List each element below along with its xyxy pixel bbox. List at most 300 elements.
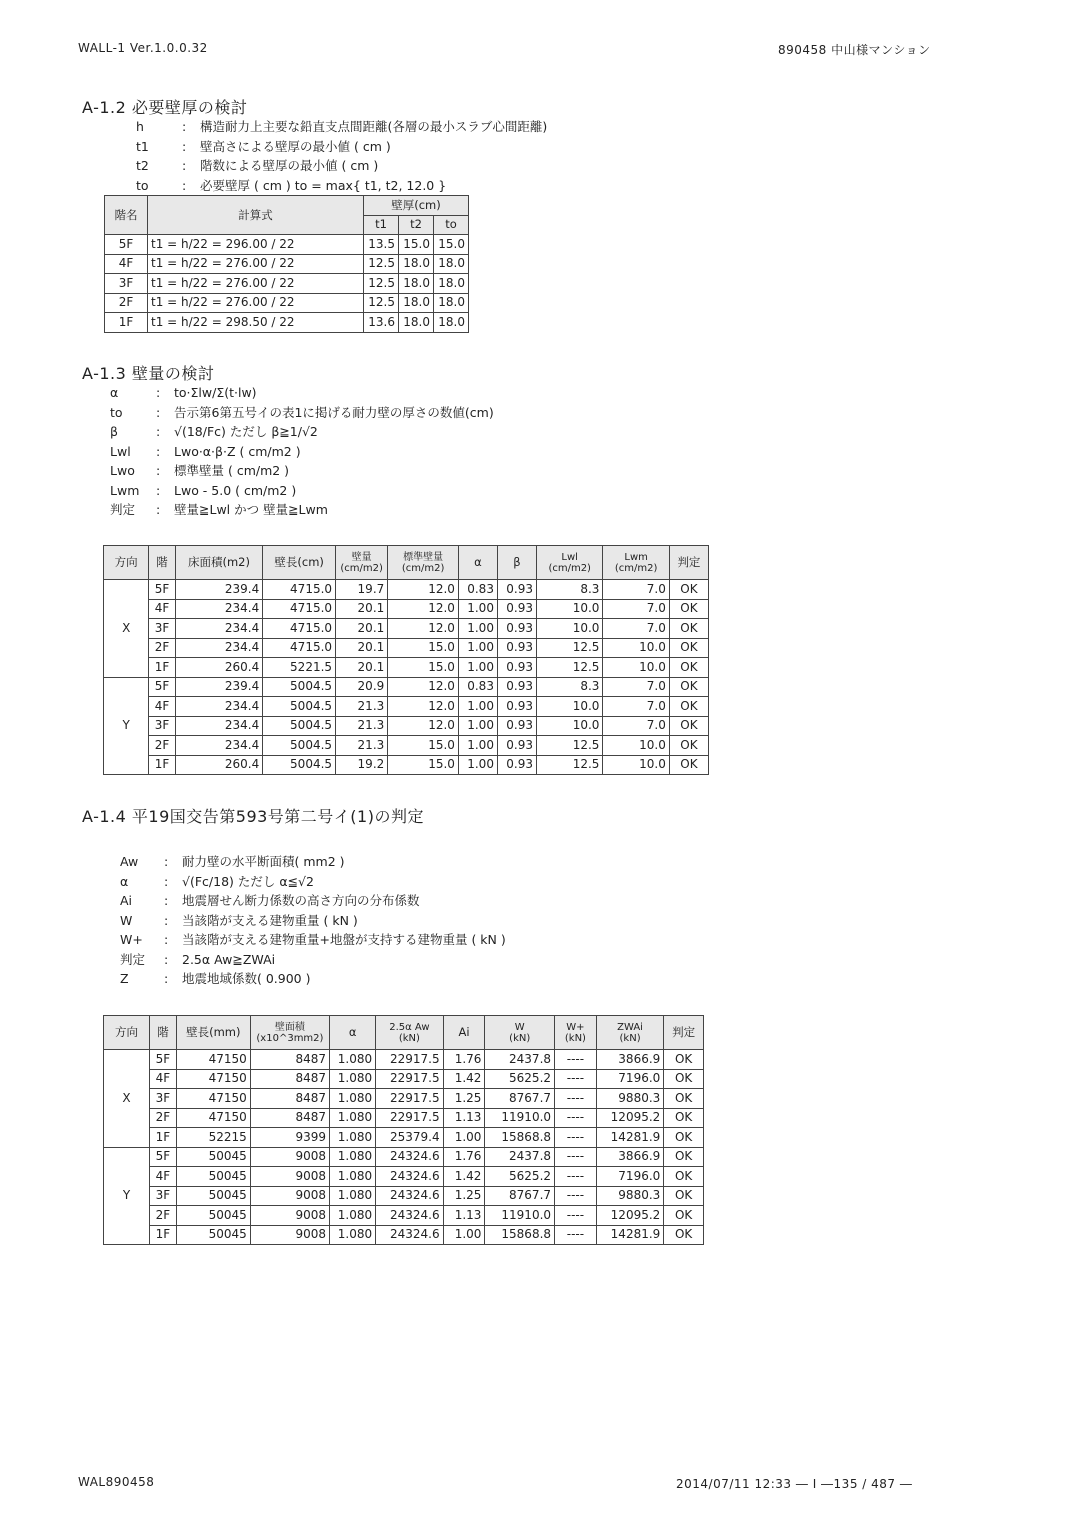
header-unit: (cm/m2) [548, 562, 591, 574]
cell-judge: OK [664, 1128, 704, 1148]
cell-lwl: 8.3 [536, 677, 602, 697]
cell-judge: OK [664, 1050, 704, 1070]
cell-formula: t1 = h/22 = 298.50 / 22 [148, 313, 364, 333]
table-row [105, 235, 469, 255]
cell-beta: 0.93 [497, 619, 536, 639]
cell-floor-area: 260.4 [175, 658, 263, 678]
cell-wall-length: 5004.5 [263, 697, 336, 717]
cell-to: 15.0 [434, 235, 469, 255]
cell-floor: 4F [105, 254, 148, 274]
cell-floor: 1F [150, 1225, 177, 1245]
header-unit: (kN) [509, 1032, 531, 1044]
cell-wall-length: 47150 [176, 1069, 250, 1089]
table-row [104, 755, 709, 775]
cell-wall-length: 47150 [176, 1089, 250, 1109]
cell-t1: 12.5 [364, 274, 399, 294]
cell-beta: 0.93 [497, 580, 536, 600]
cell-w: 5625.2 [485, 1069, 555, 1089]
cell-wall-length: 4715.0 [263, 638, 336, 658]
header-line: 標準壁量 [403, 551, 444, 563]
cell-floor: 4F [149, 599, 175, 619]
header-line: W+ [566, 1021, 585, 1033]
cell-wall-quantity: 20.9 [336, 677, 388, 697]
cell-wall-area: 9399 [250, 1128, 329, 1148]
table-row [104, 658, 709, 678]
cell-beta: 0.93 [497, 697, 536, 717]
col-header-floor: 階 [150, 1016, 177, 1050]
section-title-notification-check: A-1.4 平19国交告第593号第二号イ(1)の判定 [82, 807, 424, 826]
def-symbol: 判定 [110, 502, 136, 517]
cell-floor: 4F [150, 1069, 177, 1089]
cell-ai: 1.00 [443, 1225, 485, 1245]
cell-beta: 0.93 [497, 677, 536, 697]
cell-alpha: 1.00 [458, 736, 497, 756]
cell-judge: OK [664, 1206, 704, 1226]
col-header-t2: t2 [399, 215, 434, 235]
def-description: Lwo - 5.0 ( cm/m2 ) [174, 482, 297, 498]
table-row [105, 254, 469, 274]
cell-standard-quantity: 12.0 [388, 697, 459, 717]
header-version: WALL-1 Ver.1.0.0.32 [78, 41, 208, 55]
def-symbol: W+ [120, 932, 143, 947]
cell-lwm: 10.0 [603, 638, 669, 658]
header-unit: (cm/m2) [340, 562, 383, 574]
cell-w-plus: ---- [555, 1147, 597, 1167]
table-body [105, 235, 469, 333]
cell-judge: OK [669, 580, 708, 600]
cell-formula: t1 = h/22 = 276.00 / 22 [148, 254, 364, 274]
cell-ai: 1.76 [443, 1050, 485, 1070]
def-symbol: α [120, 873, 129, 889]
cell-w: 8767.7 [485, 1089, 555, 1109]
header-unit: (cm/m2) [614, 562, 658, 574]
col-header-aw [376, 1016, 443, 1050]
cell-beta: 0.93 [497, 599, 536, 619]
cell-wall-length: 50045 [176, 1167, 250, 1187]
cell-beta: 0.93 [497, 755, 536, 775]
col-header-ai: Ai [443, 1016, 485, 1050]
cell-standard-quantity: 15.0 [388, 736, 459, 756]
cell-zwai: 7196.0 [596, 1069, 663, 1089]
cell-floor: 1F [149, 658, 175, 678]
cell-ai: 1.00 [443, 1128, 485, 1148]
col-header-floor: 階 [149, 546, 175, 580]
cell-w-plus: ---- [555, 1186, 597, 1206]
header-line: Lwm [624, 551, 648, 563]
cell-lwl: 10.0 [536, 716, 602, 736]
cell-alpha: 1.080 [330, 1206, 376, 1226]
cell-aw: 24324.6 [376, 1225, 443, 1245]
cell-zwai: 3866.9 [596, 1050, 663, 1070]
cell-w: 15868.8 [485, 1225, 555, 1245]
cell-floor: 2F [150, 1108, 177, 1128]
cell-floor: 3F [105, 274, 148, 294]
col-header-beta: β [497, 546, 536, 580]
cell-lwl: 8.3 [536, 580, 602, 600]
def-symbol: α [110, 385, 119, 400]
def-symbol: W [120, 912, 133, 928]
cell-w: 5625.2 [485, 1167, 555, 1187]
cell-lwl: 12.5 [536, 638, 602, 658]
table-body [104, 1050, 704, 1245]
col-header-w-plus [555, 1016, 597, 1050]
header-unit: (kN) [398, 1032, 420, 1044]
cell-wall-quantity: 20.1 [336, 599, 388, 619]
cell-alpha: 1.00 [458, 658, 497, 678]
table-row [104, 599, 709, 619]
definitions-notification-check: Aw : 耐力壁の水平断面積( mm2 ) α : √(Fc/18) ただし α≦√2 Ai : 地震層せん断力係数の高さ方向の分布係数 W : 当該階が支える建物重量 ( kN ) W+ : 当該階が支える建物重量+地盤が支持する建物重量 ( kN ) 判定 : 2.5α Aw≧ZWAi Z : 地震地域係数( 0.900 ) [120, 852, 506, 989]
cell-alpha: 1.080 [330, 1050, 376, 1070]
cell-wall-length: 47150 [176, 1108, 250, 1128]
table-body [104, 580, 709, 775]
def-symbol: Aw [120, 854, 139, 869]
cell-wall-length: 5004.5 [263, 755, 336, 775]
def-description: 2.5α Aw≧ZWAi [182, 951, 276, 967]
cell-aw: 22917.5 [376, 1069, 443, 1089]
cell-floor: 2F [149, 736, 175, 756]
def-description: 当該階が支える建物重量 ( kN ) [182, 912, 358, 928]
cell-alpha: 1.00 [458, 638, 497, 658]
col-header-direction: 方向 [104, 546, 149, 580]
cell-alpha: 1.080 [330, 1186, 376, 1206]
cell-aw: 22917.5 [376, 1089, 443, 1109]
cell-floor: 3F [149, 619, 175, 639]
cell-floor: 5F [105, 235, 148, 255]
cell-lwm: 7.0 [603, 599, 669, 619]
cell-t2: 18.0 [399, 293, 434, 313]
cell-alpha: 1.080 [330, 1089, 376, 1109]
def-description: √(18/Fc) ただし β≧1/√2 [174, 424, 318, 439]
cell-lwm: 7.0 [603, 619, 669, 639]
definitions-wall-quantity: α : to·Σlw/Σ(t·lw) to : 告示第6第五号イの表1に掲げる耐力壁の厚さの数値(cm) β : √(18/Fc) ただし β≧1/√2 Lwl : Lwo·α·β·Z ( cm/m2 ) Lwo : 標準壁量 ( cm/m2 ) Lwm : Lwo - 5.0 ( cm/m2 ) 判定 : 壁量≧Lwl かつ 壁量≧Lwm [110, 383, 494, 520]
def-symbol: Lwl [110, 443, 131, 459]
definitions-wall-thickness: h : 構造耐力上主要な鉛直支点間距離(各層の最小スラブ心間距離) t1 : 壁高さによる壁厚の最小値 ( cm ) t2 : 階数による壁厚の最小値 ( cm ) to : 必要壁厚 ( cm ) to = max{ t1, t2, 12.0 } [136, 117, 547, 195]
cell-judge: OK [669, 638, 708, 658]
cell-floor: 1F [150, 1128, 177, 1148]
cell-formula: t1 = h/22 = 276.00 / 22 [148, 293, 364, 313]
cell-lwm: 7.0 [603, 716, 669, 736]
cell-floor-area: 239.4 [175, 580, 263, 600]
cell-aw: 24324.6 [376, 1206, 443, 1226]
cell-standard-quantity: 15.0 [388, 658, 459, 678]
cell-lwm: 7.0 [603, 697, 669, 717]
header-line: 壁量 [351, 551, 372, 563]
table-row [104, 1167, 704, 1187]
cell-direction: Y [104, 1147, 150, 1245]
cell-floor-area: 234.4 [175, 638, 263, 658]
cell-standard-quantity: 15.0 [388, 638, 459, 658]
def-description: 壁高さによる壁厚の最小値 ( cm ) [200, 138, 391, 154]
col-header-wall-length: 壁長(mm) [176, 1016, 250, 1050]
def-description: √(Fc/18) ただし α≦√2 [182, 873, 314, 889]
header-unit: (x10^3mm2) [256, 1032, 324, 1044]
def-description: 告示第6第五号イの表1に掲げる耐力壁の厚さの数値(cm) [174, 404, 494, 420]
cell-lwm: 7.0 [603, 580, 669, 600]
def-symbol: t2 [136, 158, 149, 173]
def-description: 地震地域係数( 0.900 ) [182, 971, 311, 986]
cell-ai: 1.25 [443, 1186, 485, 1206]
cell-t2: 18.0 [399, 313, 434, 333]
cell-standard-quantity: 12.0 [388, 677, 459, 697]
col-header-wall-area [250, 1016, 329, 1050]
cell-ai: 1.13 [443, 1206, 485, 1226]
cell-aw: 22917.5 [376, 1108, 443, 1128]
def-symbol: 判定 [120, 951, 146, 967]
cell-judge: OK [664, 1108, 704, 1128]
cell-floor: 4F [149, 697, 175, 717]
cell-to: 18.0 [434, 293, 469, 313]
def-description: 標準壁量 ( cm/m2 ) [174, 463, 290, 478]
table-row [104, 1050, 704, 1070]
cell-zwai: 7196.0 [596, 1167, 663, 1187]
cell-ai: 1.13 [443, 1108, 485, 1128]
cell-wall-area: 9008 [250, 1206, 329, 1226]
col-header-alpha: α [330, 1016, 376, 1050]
cell-standard-quantity: 12.0 [388, 580, 459, 600]
cell-lwl: 10.0 [536, 599, 602, 619]
table-row [104, 697, 709, 717]
cell-lwm: 10.0 [603, 755, 669, 775]
def-description: 壁量≧Lwl かつ 壁量≧Lwm [174, 502, 328, 517]
def-symbol: Lwm [110, 482, 140, 498]
def-symbol: to [110, 404, 123, 420]
cell-wall-quantity: 21.3 [336, 697, 388, 717]
cell-alpha: 1.080 [330, 1147, 376, 1167]
cell-judge: OK [664, 1167, 704, 1187]
def-symbol: Ai [120, 893, 133, 908]
cell-wall-length: 4715.0 [263, 580, 336, 600]
cell-direction: Y [104, 677, 149, 775]
cell-wall-length: 5004.5 [263, 716, 336, 736]
cell-wall-area: 8487 [250, 1089, 329, 1109]
table-row [104, 1128, 704, 1148]
cell-wall-length: 5004.5 [263, 736, 336, 756]
cell-ai: 1.42 [443, 1167, 485, 1187]
cell-alpha: 1.00 [458, 599, 497, 619]
cell-ai: 1.42 [443, 1069, 485, 1089]
table-wall-thickness [104, 195, 469, 333]
def-symbol: β [110, 424, 118, 439]
col-header-lwl [536, 546, 602, 580]
cell-judge: OK [669, 677, 708, 697]
table-row [104, 1108, 704, 1128]
table-row [104, 677, 709, 697]
cell-wall-area: 8487 [250, 1108, 329, 1128]
col-header-judge: 判定 [664, 1016, 704, 1050]
cell-alpha: 1.00 [458, 619, 497, 639]
table-row [104, 1069, 704, 1089]
col-header-floor: 階名 [105, 196, 148, 235]
cell-aw: 24324.6 [376, 1186, 443, 1206]
cell-t2: 18.0 [399, 254, 434, 274]
cell-formula: t1 = h/22 = 296.00 / 22 [148, 235, 364, 255]
cell-floor: 3F [150, 1186, 177, 1206]
def-description: Lwo·α·β·Z ( cm/m2 ) [174, 443, 301, 459]
header-project: 890458 中山様マンション [778, 43, 931, 57]
table-row [104, 736, 709, 756]
cell-w-plus: ---- [555, 1167, 597, 1187]
col-header-floor-area: 床面積(m2) [175, 546, 263, 580]
cell-judge: OK [664, 1225, 704, 1245]
cell-ai: 1.76 [443, 1147, 485, 1167]
col-header-wall-length: 壁長(cm) [263, 546, 336, 580]
cell-wall-area: 9008 [250, 1167, 329, 1187]
cell-lwm: 10.0 [603, 736, 669, 756]
cell-lwm: 7.0 [603, 677, 669, 697]
cell-to: 18.0 [434, 274, 469, 294]
cell-t1: 12.5 [364, 254, 399, 274]
cell-floor: 1F [149, 755, 175, 775]
table-row [104, 1186, 704, 1206]
cell-w: 2437.8 [485, 1147, 555, 1167]
table-row [104, 1089, 704, 1109]
cell-wall-length: 50045 [176, 1225, 250, 1245]
def-symbol: t1 [136, 138, 149, 154]
cell-lwl: 12.5 [536, 736, 602, 756]
cell-beta: 0.93 [497, 658, 536, 678]
cell-wall-quantity: 19.2 [336, 755, 388, 775]
cell-zwai: 12095.2 [596, 1206, 663, 1226]
cell-alpha: 1.080 [330, 1128, 376, 1148]
cell-wall-quantity: 21.3 [336, 716, 388, 736]
col-header-t1: t1 [364, 215, 399, 235]
cell-zwai: 12095.2 [596, 1108, 663, 1128]
cell-floor-area: 260.4 [175, 755, 263, 775]
cell-w: 8767.7 [485, 1186, 555, 1206]
cell-wall-length: 5221.5 [263, 658, 336, 678]
cell-standard-quantity: 12.0 [388, 619, 459, 639]
cell-floor-area: 234.4 [175, 697, 263, 717]
header-unit: (cm/m2) [401, 562, 445, 574]
table-row [105, 274, 469, 294]
col-header-formula: 計算式 [148, 196, 364, 235]
cell-floor: 2F [149, 638, 175, 658]
cell-wall-length: 5004.5 [263, 677, 336, 697]
cell-aw: 22917.5 [376, 1050, 443, 1070]
table-notification-check [103, 1015, 704, 1245]
header-line: 2.5α Aw [389, 1021, 430, 1033]
cell-aw: 25379.4 [376, 1128, 443, 1148]
table-row [104, 638, 709, 658]
cell-aw: 24324.6 [376, 1167, 443, 1187]
col-header-direction: 方向 [104, 1016, 150, 1050]
cell-floor: 3F [150, 1089, 177, 1109]
cell-w-plus: ---- [555, 1050, 597, 1070]
table-row [104, 580, 709, 600]
cell-wall-length: 47150 [176, 1050, 250, 1070]
cell-wall-length: 50045 [176, 1186, 250, 1206]
cell-standard-quantity: 12.0 [388, 599, 459, 619]
col-header-standard-quantity [388, 546, 459, 580]
cell-wall-area: 8487 [250, 1050, 329, 1070]
cell-floor: 3F [149, 716, 175, 736]
cell-formula: t1 = h/22 = 276.00 / 22 [148, 274, 364, 294]
header-line: 壁面積 [274, 1021, 305, 1033]
cell-w-plus: ---- [555, 1128, 597, 1148]
col-header-wall-quantity [336, 546, 388, 580]
cell-w: 2437.8 [485, 1050, 555, 1070]
cell-wall-quantity: 20.1 [336, 638, 388, 658]
cell-to: 18.0 [434, 313, 469, 333]
footer-document-id: WAL890458 [78, 1475, 155, 1489]
cell-judge: OK [669, 658, 708, 678]
cell-zwai: 9880.3 [596, 1186, 663, 1206]
cell-floor: 5F [149, 580, 175, 600]
def-symbol: Z [120, 971, 129, 986]
header-line: W [514, 1021, 525, 1033]
cell-judge: OK [669, 599, 708, 619]
footer-date-page: 2014/07/11 12:33 ― I ―135 / 487 ― [676, 1477, 913, 1491]
col-header-to: to [434, 215, 469, 235]
cell-judge: OK [664, 1089, 704, 1109]
cell-lwl: 10.0 [536, 697, 602, 717]
def-symbol: Lwo [110, 463, 135, 478]
cell-standard-quantity: 12.0 [388, 716, 459, 736]
cell-lwl: 10.0 [536, 619, 602, 639]
cell-w-plus: ---- [555, 1206, 597, 1226]
def-description: 必要壁厚 ( cm ) to = max{ t1, t2, 12.0 } [200, 177, 447, 193]
col-header-judge: 判定 [669, 546, 708, 580]
table-row [104, 619, 709, 639]
cell-alpha: 1.00 [458, 697, 497, 717]
cell-wall-area: 9008 [250, 1225, 329, 1245]
cell-alpha: 0.83 [458, 580, 497, 600]
cell-floor: 2F [150, 1206, 177, 1226]
col-header-thickness: 壁厚(cm) [364, 196, 469, 216]
cell-zwai: 9880.3 [596, 1089, 663, 1109]
cell-wall-quantity: 20.1 [336, 619, 388, 639]
def-description: 構造耐力上主要な鉛直支点間距離(各層の最小スラブ心間距離) [200, 119, 548, 134]
cell-to: 18.0 [434, 254, 469, 274]
cell-aw: 24324.6 [376, 1147, 443, 1167]
cell-floor: 2F [105, 293, 148, 313]
cell-w: 15868.8 [485, 1128, 555, 1148]
cell-wall-length: 50045 [176, 1147, 250, 1167]
cell-alpha: 1.00 [458, 716, 497, 736]
cell-judge: OK [664, 1147, 704, 1167]
cell-w: 11910.0 [485, 1108, 555, 1128]
cell-lwl: 12.5 [536, 658, 602, 678]
def-description: 当該階が支える建物重量+地盤が支持する建物重量 ( kN ) [182, 932, 506, 947]
cell-ai: 1.25 [443, 1089, 485, 1109]
def-description: to·Σlw/Σ(t·lw) [174, 385, 257, 400]
cell-w: 11910.0 [485, 1206, 555, 1226]
def-description: 地震層せん断力係数の高さ方向の分布係数 [182, 893, 420, 908]
cell-wall-area: 8487 [250, 1069, 329, 1089]
def-description: 階数による壁厚の最小値 ( cm ) [200, 158, 379, 173]
cell-alpha: 0.83 [458, 677, 497, 697]
cell-wall-quantity: 20.1 [336, 658, 388, 678]
cell-beta: 0.93 [497, 736, 536, 756]
cell-beta: 0.93 [497, 638, 536, 658]
cell-standard-quantity: 15.0 [388, 755, 459, 775]
cell-wall-quantity: 21.3 [336, 736, 388, 756]
col-header-zwai [596, 1016, 663, 1050]
header-unit: (kN) [619, 1032, 641, 1044]
cell-wall-length: 4715.0 [263, 599, 336, 619]
cell-wall-length: 4715.0 [263, 619, 336, 639]
cell-alpha: 1.080 [330, 1167, 376, 1187]
header-line: ZWAi [617, 1021, 643, 1033]
cell-zwai: 14281.9 [596, 1128, 663, 1148]
section-title-wall-quantity: A-1.3 壁量の検討 [82, 364, 215, 383]
col-header-w [485, 1016, 555, 1050]
cell-alpha: 1.080 [330, 1069, 376, 1089]
cell-wall-area: 9008 [250, 1186, 329, 1206]
header-unit: (kN) [564, 1032, 586, 1044]
cell-w-plus: ---- [555, 1225, 597, 1245]
cell-judge: OK [669, 619, 708, 639]
